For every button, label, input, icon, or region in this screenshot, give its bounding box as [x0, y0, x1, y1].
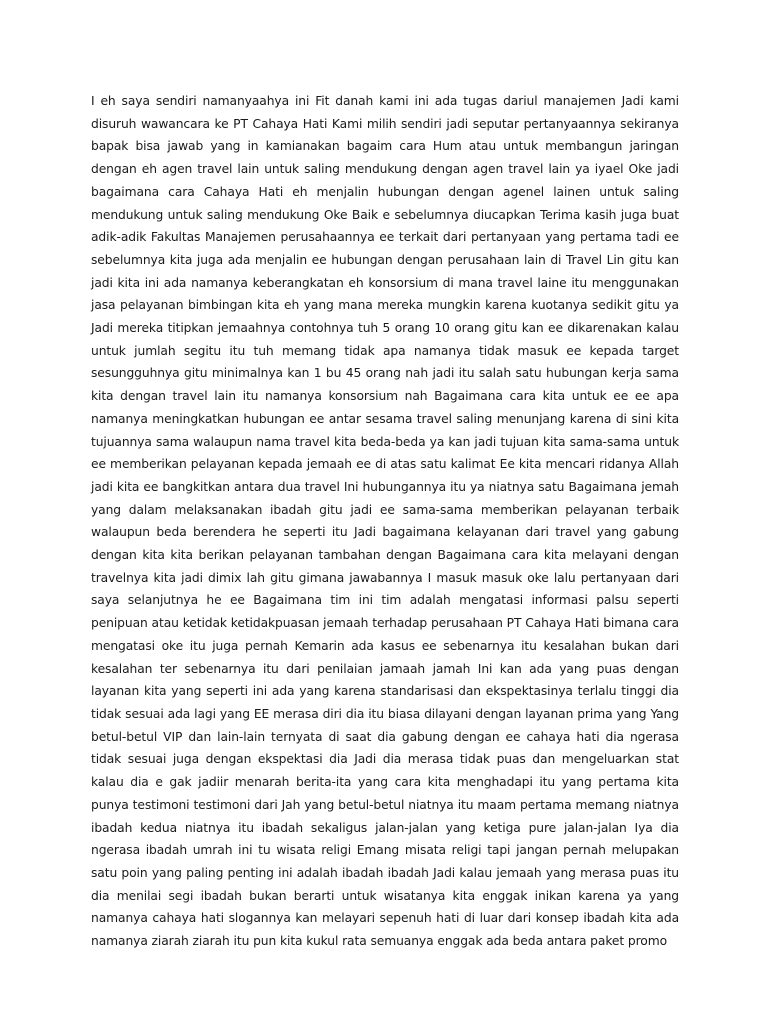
transcript-paragraph: I eh saya sendiri namanyaahya ini Fit danah kami ini ada tugas dariul manajemen Jadi kami disuruh wawancara ke PT Cahaya Hati Kami milih sendiri jadi seputar pertanyaannya sekiranya bapak bisa jawab yang in kamianakan bagaim cara Hum atau untuk membangun jaringan dengan eh agen travel lain untuk saling mendukung dengan agen travel lain ya iyael Oke jadi bagaimana cara Cahaya Hati eh menjalin hubungan dengan agenel lainen untuk saling mendukung untuk saling mendukung Oke Baik e sebelumnya diucapkan Terima kasih juga buat adik-adik Fakultas Manajemen perusahaannya ee terkait dari pertanyaan yang pertama tadi ee sebelumnya kita juga ada menjalin ee hubungan dengan perusahaan lain di Travel Lin gitu kan jadi kita ini ada namanya keberangkatan eh konsorsium di mana travel laine itu menggunakan jasa pelayanan bimbingan kita eh yang mana mereka mungkin karena kuotanya sedikit gitu ya Jadi mereka titipkan jemaahnya contohnya tuh 5 orang 10 orang gitu kan ee dikarenakan kalau untuk jumlah segitu itu tuh memang tidak apa namanya tidak masuk ee kepada target sesungguhnya gitu minimalnya kan 1 bu 45 orang nah jadi itu salah satu hubungan kerja sama kita dengan travel lain itu namanya konsorsium nah Bagaimana cara kita untuk ee ee apa namanya meningkatkan hubungan ee antar sesama travel saling menunjang karena di sini kita tujuannya sama walaupun nama travel kita beda-beda ya kan jadi tujuan kita sama-sama untuk ee memberikan pelayanan kepada jemaah ee di atas satu kalimat Ee kita mencari ridanya Allah jadi kita ee bangkitkan antara dua travel Ini hubungannya itu ya niatnya satu Bagaimana jemah yang dalam melaksanakan ibadah gitu jadi ee sama-sama memberikan pelayanan terbaik walaupun beda berendera he seperti itu Jadi bagaimana kelayanan dari travel yang gabung dengan kita kita berikan pelayanan tambahan dengan Bagaimana cara kita melayani dengan travelnya kita jadi dimix lah gitu gimana jawabannya I masuk masuk oke lalu pertanyaan dari saya selanjutnya he ee Bagaimana tim ini tim adalah mengatasi informasi palsu seperti penipuan atau ketidak ketidakpuasan jemaah terhadap perusahaan PT Cahaya Hati bimana cara mengatasi oke itu juga pernah Kemarin ada kasus ee sebenarnya itu kesalahan bukan dari kesalahan ter sebenarnya itu dari penilaian jamaah jamah Ini kan ada yang puas dengan layanan kita yang seperti ini ada yang karena standarisasi dan ekspektasinya terlalu tinggi dia tidak sesuai ada lagi yang EE merasa diri dia itu biasa dilayani dengan layanan prima yang Yang betul-betul VIP dan lain-lain ternyata di saat dia gabung dengan ee cahaya hati dia ngerasa tidak sesuai juga dengan ekspektasi dia Jadi dia merasa tidak puas dan mengeluarkan stat kalau dia e gak jadiir menarah berita-ita yang cara kita menghadapi itu yang pertama kita punya testimoni testimoni dari Jah yang betul-betul niatnya itu maam pertama memang niatnya ibadah kedua niatnya itu ibadah sekaligus jalan-jalan yang ketiga pure jalan-jalan Iya dia ngerasa ibadah umrah ini tu wisata religi Emang misata religi tapi jangan pernah melupakan satu poin yang paling penting ini adalah ibadah ibadah Jadi kalau jemaah yang merasa puas itu dia menilai segi ibadah bukan berarti untuk wisatanya kita enggak inikan karena ya yang namanya cahaya hati slogannya kan melayari sepenuh hati di luar dari konsep ibadah kita ada namanya ziarah ziarah itu pun kita kukul rata semuanya enggak ada beda antara paket promo — [91, 94, 679, 949]
